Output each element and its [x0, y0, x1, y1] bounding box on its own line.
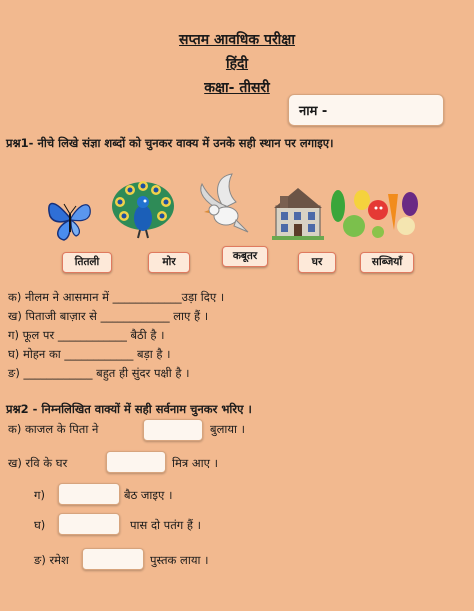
q2-item-after: बुलाया । — [210, 422, 246, 436]
q2-item-after: पुस्तक लाया । — [150, 553, 209, 567]
question2-prompt: प्रश्न2 - निम्नलिखित वाक्यों में सही सर्वनाम चुनकर भरिए । — [6, 402, 252, 416]
q1-sentence: क) नीलम ने आसमान में ____________उड़ा दिए । — [8, 290, 225, 304]
q2-item-after: मित्र आए । — [172, 456, 218, 470]
q2-item-after: पास दो पतंग हैं । — [130, 518, 202, 532]
worksheet-title: सप्तम आवधिक परीक्षा — [179, 32, 295, 48]
subject-heading: हिंदी — [225, 56, 249, 72]
peacock-icon — [110, 180, 176, 242]
q2-item-before: घ) — [34, 518, 46, 532]
butterfly-icon — [42, 188, 98, 248]
word-button-sabjiyan[interactable]: सब्जियाँ — [360, 252, 414, 273]
q1-sentence: ङ) ____________ बहुत ही सुंदर पक्षी है । — [8, 366, 190, 380]
q1-sentence: घ) मोहन का ____________ बड़ा है । — [8, 347, 171, 361]
word-button-ghar[interactable]: घर — [298, 252, 336, 273]
name-label: नाम - — [299, 104, 328, 119]
q2-answer-box[interactable] — [58, 483, 120, 505]
q2-answer-box[interactable] — [82, 548, 144, 570]
q1-sentence: ख) पिताजी बाज़ार से ____________ लाए हैं । — [8, 309, 209, 323]
pigeon-icon — [196, 172, 256, 238]
name-field[interactable] — [288, 94, 444, 126]
q2-item-before: ख) रवि के घर — [8, 456, 68, 470]
word-button-kabutar[interactable]: कबूतर — [222, 246, 268, 267]
word-button-titli[interactable]: तितली — [62, 252, 112, 273]
class-heading: कक्षा- तीसरी — [204, 80, 270, 96]
q2-answer-box[interactable] — [58, 513, 120, 535]
house-icon — [272, 184, 324, 242]
vegetables-icon — [326, 180, 422, 242]
q2-item-before: ग) — [34, 488, 45, 502]
q2-item-before: ङ) रमेश — [34, 553, 69, 567]
question1-prompt: प्रश्न1- नीचे लिखे संज्ञा शब्दों को चुनकर वाक्य में उनके सही स्थान पर लगाइए। — [6, 136, 334, 150]
q2-item-after: बैठ जाइए । — [124, 488, 173, 502]
q1-sentence: ग) फूल पर ____________ बैठी है । — [8, 328, 165, 342]
q2-item-before: क) काजल के पिता ने — [8, 422, 99, 436]
word-button-mor[interactable]: मोर — [148, 252, 190, 273]
q2-answer-box[interactable] — [143, 419, 203, 441]
q2-answer-box[interactable] — [106, 451, 166, 473]
